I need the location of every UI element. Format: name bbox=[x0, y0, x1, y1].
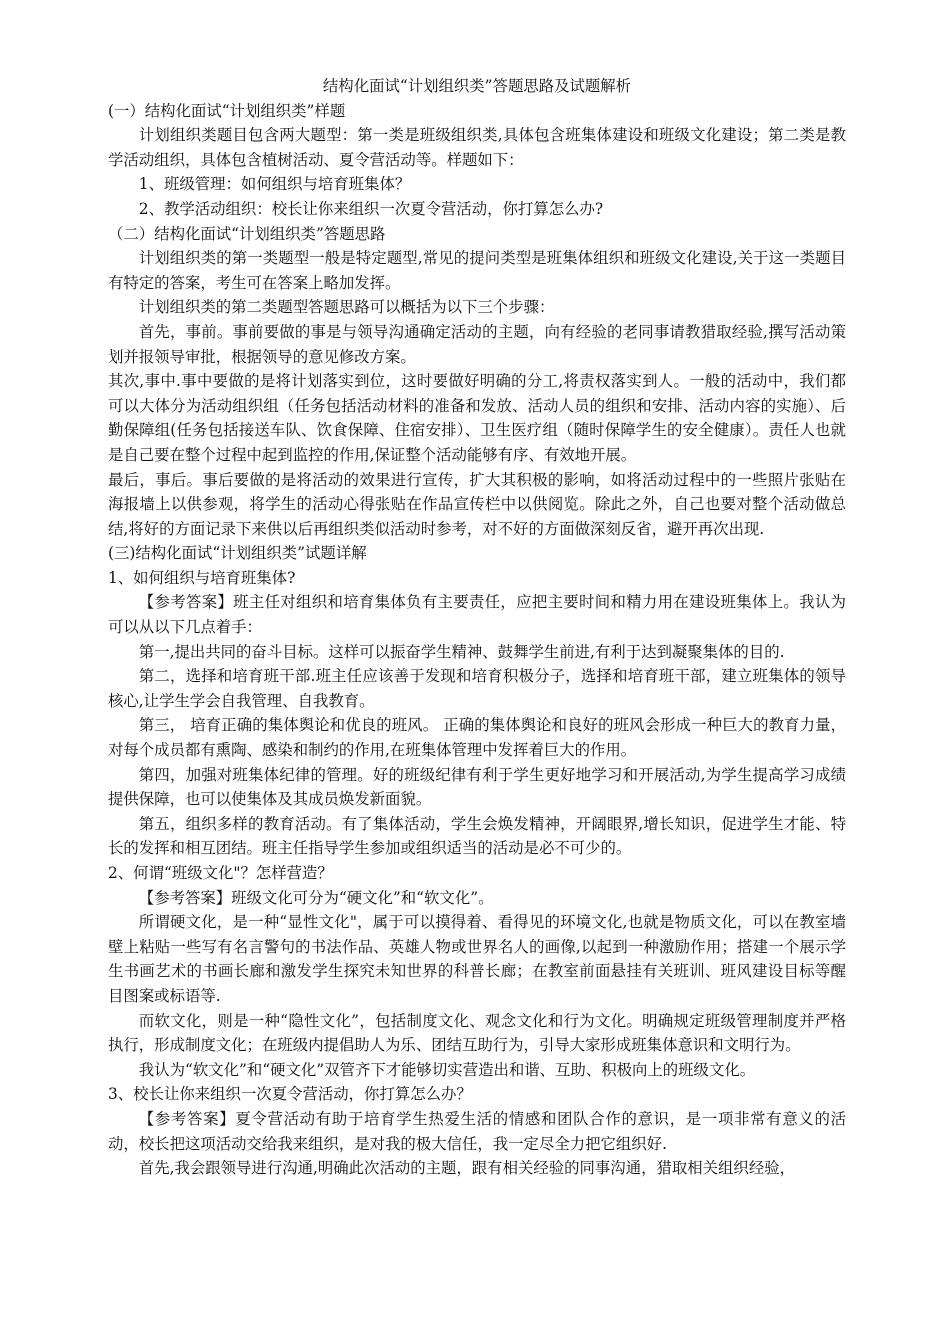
paragraph: 其次,事中.事中要做的是将计划落实到位，这时要做好明确的分工,将责权落实到人。一般的活动中，我们都可以大体分为活动组织组（任务包括活动材料的准备和发放、活动人员的组织和安排、活动内容的实施）、后勤保障组(任务包括接送车队、饮食保障、住宿安排）、卫生医疗组（随时保障学生的安全健康）。责任人也就是自己要在整个过程中起到监控的作用,保证整个活动能够有序、有效地开展。 bbox=[108, 372, 846, 464]
paragraph: 第三， 培育正确的集体舆论和优良的班风。 正确的集体舆论和良好的班风会形成一种巨大的教育力量，对每个成员都有熏陶、感染和制约的作用,在班集体管理中发挥着巨大的作用。 bbox=[108, 716, 846, 760]
paragraph: (一）结构化面试“计划组织类”样题 bbox=[108, 101, 346, 120]
paragraph: 3、校长让你来组织一次夏令营活动，你打算怎么办？ bbox=[108, 1085, 472, 1104]
paragraph: 【参考答案】班级文化可分为“硬文化”和“软文化”。 bbox=[138, 888, 494, 907]
paragraph: 首先,我会跟领导进行沟通,明确此次活动的主题，跟有相关经验的同事沟通，猎取相关组织经验， bbox=[138, 1159, 795, 1178]
paragraph: 计划组织类的第一类题型一般是特定题型,常见的提问类型是班集体组织和班级文化建设,关于这一类题目有特定的答案，考生可在答案上略加发挥。 bbox=[108, 249, 846, 292]
document-title: 结构化面试“计划组织类”答题思路及试题解析 bbox=[322, 77, 632, 95]
paragraph: 1、如何组织与培育班集体? bbox=[108, 568, 296, 587]
paragraph: 所谓硬文化，是一种“显性文化"，属于可以摸得着、看得见的环境文化,也就是物质文化，可以在教室墙壁上粘贴一些写有名言警句的书法作品、英雄人物或世界名人的画像,以起到一种激励作用；搭建一个展示学生书画艺术的书画长廊和激发学生探究未知世界的科普长廊；在教室前面悬挂有关班训、班风建设目标等醒目图案或标语等. bbox=[108, 913, 846, 1005]
paragraph: 我认为“软文化”和“硬文化”双管齐下才能够切实营造出和谐、互助、积极向上的班级文化。 bbox=[138, 1060, 756, 1079]
paragraph: 2、何谓“班级文化"？怎样营造？ bbox=[108, 864, 333, 882]
paragraph: 计划组织类题目包含两大题型：第一类是班级组织类,具体包含班集体建设和班级文化建设；第二类是教学活动组织，具体包含植树活动、夏令营活动等。样题如下： bbox=[108, 126, 846, 169]
paragraph: （二）结构化面试“计划组织类”答题思路 bbox=[108, 224, 386, 243]
paragraph: 第四，加强对班集体纪律的管理。好的班级纪律有利于学生更好地学习和开展活动,为学生提高学习成绩提供保障，也可以使集体及其成员焕发新面貌。 bbox=[108, 765, 846, 809]
paragraph: 首先，事前。事前要做的事是与领导沟通确定活动的主题，向有经验的老同事请教猎取经验,撰写活动策划并报领导审批，根据领导的意见修改方案。 bbox=[108, 322, 846, 366]
paragraph: 【参考答案】班主任对组织和培育集体负有主要责任，应把主要时间和精力用在建设班集体上。我认为可以从以下几点着手： bbox=[108, 593, 846, 637]
document-body bbox=[108, 99, 846, 1181]
paragraph: 而软文化，则是一种“隐性文化”，包括制度文化、观念文化和行为文化。明确规定班级管理制度并严格执行，形成制度文化；在班级内提倡助人为乐、团结互助行为，引导大家形成班集体意识和文明行为。 bbox=[108, 1011, 846, 1055]
paragraph: 【参考答案】夏令营活动有助于培育学生热爱生活的情感和团队合作的意识，是一项非常有意义的活动，校长把这项活动交给我来组织，是对我的极大信任，我一定尽全力把它组织好. bbox=[108, 1109, 846, 1153]
paragraph: 第二，选择和培育班干部.班主任应该善于发现和培育积极分子，选择和培育班干部，建立班集体的领导核心,让学生学会自我管理、自我教育。 bbox=[108, 667, 846, 710]
paragraph: 最后，事后。事后要做的是将活动的效果进行宣传，扩大其积极的影响，如将活动过程中的一些照片张贴在海报墙上以供参观，将学生的活动心得张贴在作品宣传栏中以供阅览。除此之外，自己也要对整个活动做总结,将好的方面记录下来供以后再组织类似活动时参考，对不好的方面做深刻反省，避开再次出现. bbox=[108, 470, 846, 538]
paragraph: 计划组织类的第二类题型答题思路可以概括为以下三个步骤： bbox=[138, 298, 555, 317]
paragraph: 2、教学活动组织：校长让你来组织一次夏令营活动，你打算怎么办? bbox=[138, 199, 604, 218]
paragraph: 1、班级管理：如何组织与培育班集体？ bbox=[138, 175, 411, 194]
paragraph: 第一,提出共同的奋斗目标。这样可以振奋学生精神、鼓舞学生前进,有利于达到凝聚集体的目的. bbox=[138, 642, 785, 661]
paragraph: 第五，组织多样的教育活动。有了集体活动，学生会焕发精神，开阔眼界,增长知识，促进学生才能、特长的发挥和相互团结。班主任指导学生参加或组织适当的活动是必不可少的。 bbox=[108, 814, 846, 858]
paragraph: (三)结构化面试“计划组织类”试题详解 bbox=[108, 544, 367, 563]
